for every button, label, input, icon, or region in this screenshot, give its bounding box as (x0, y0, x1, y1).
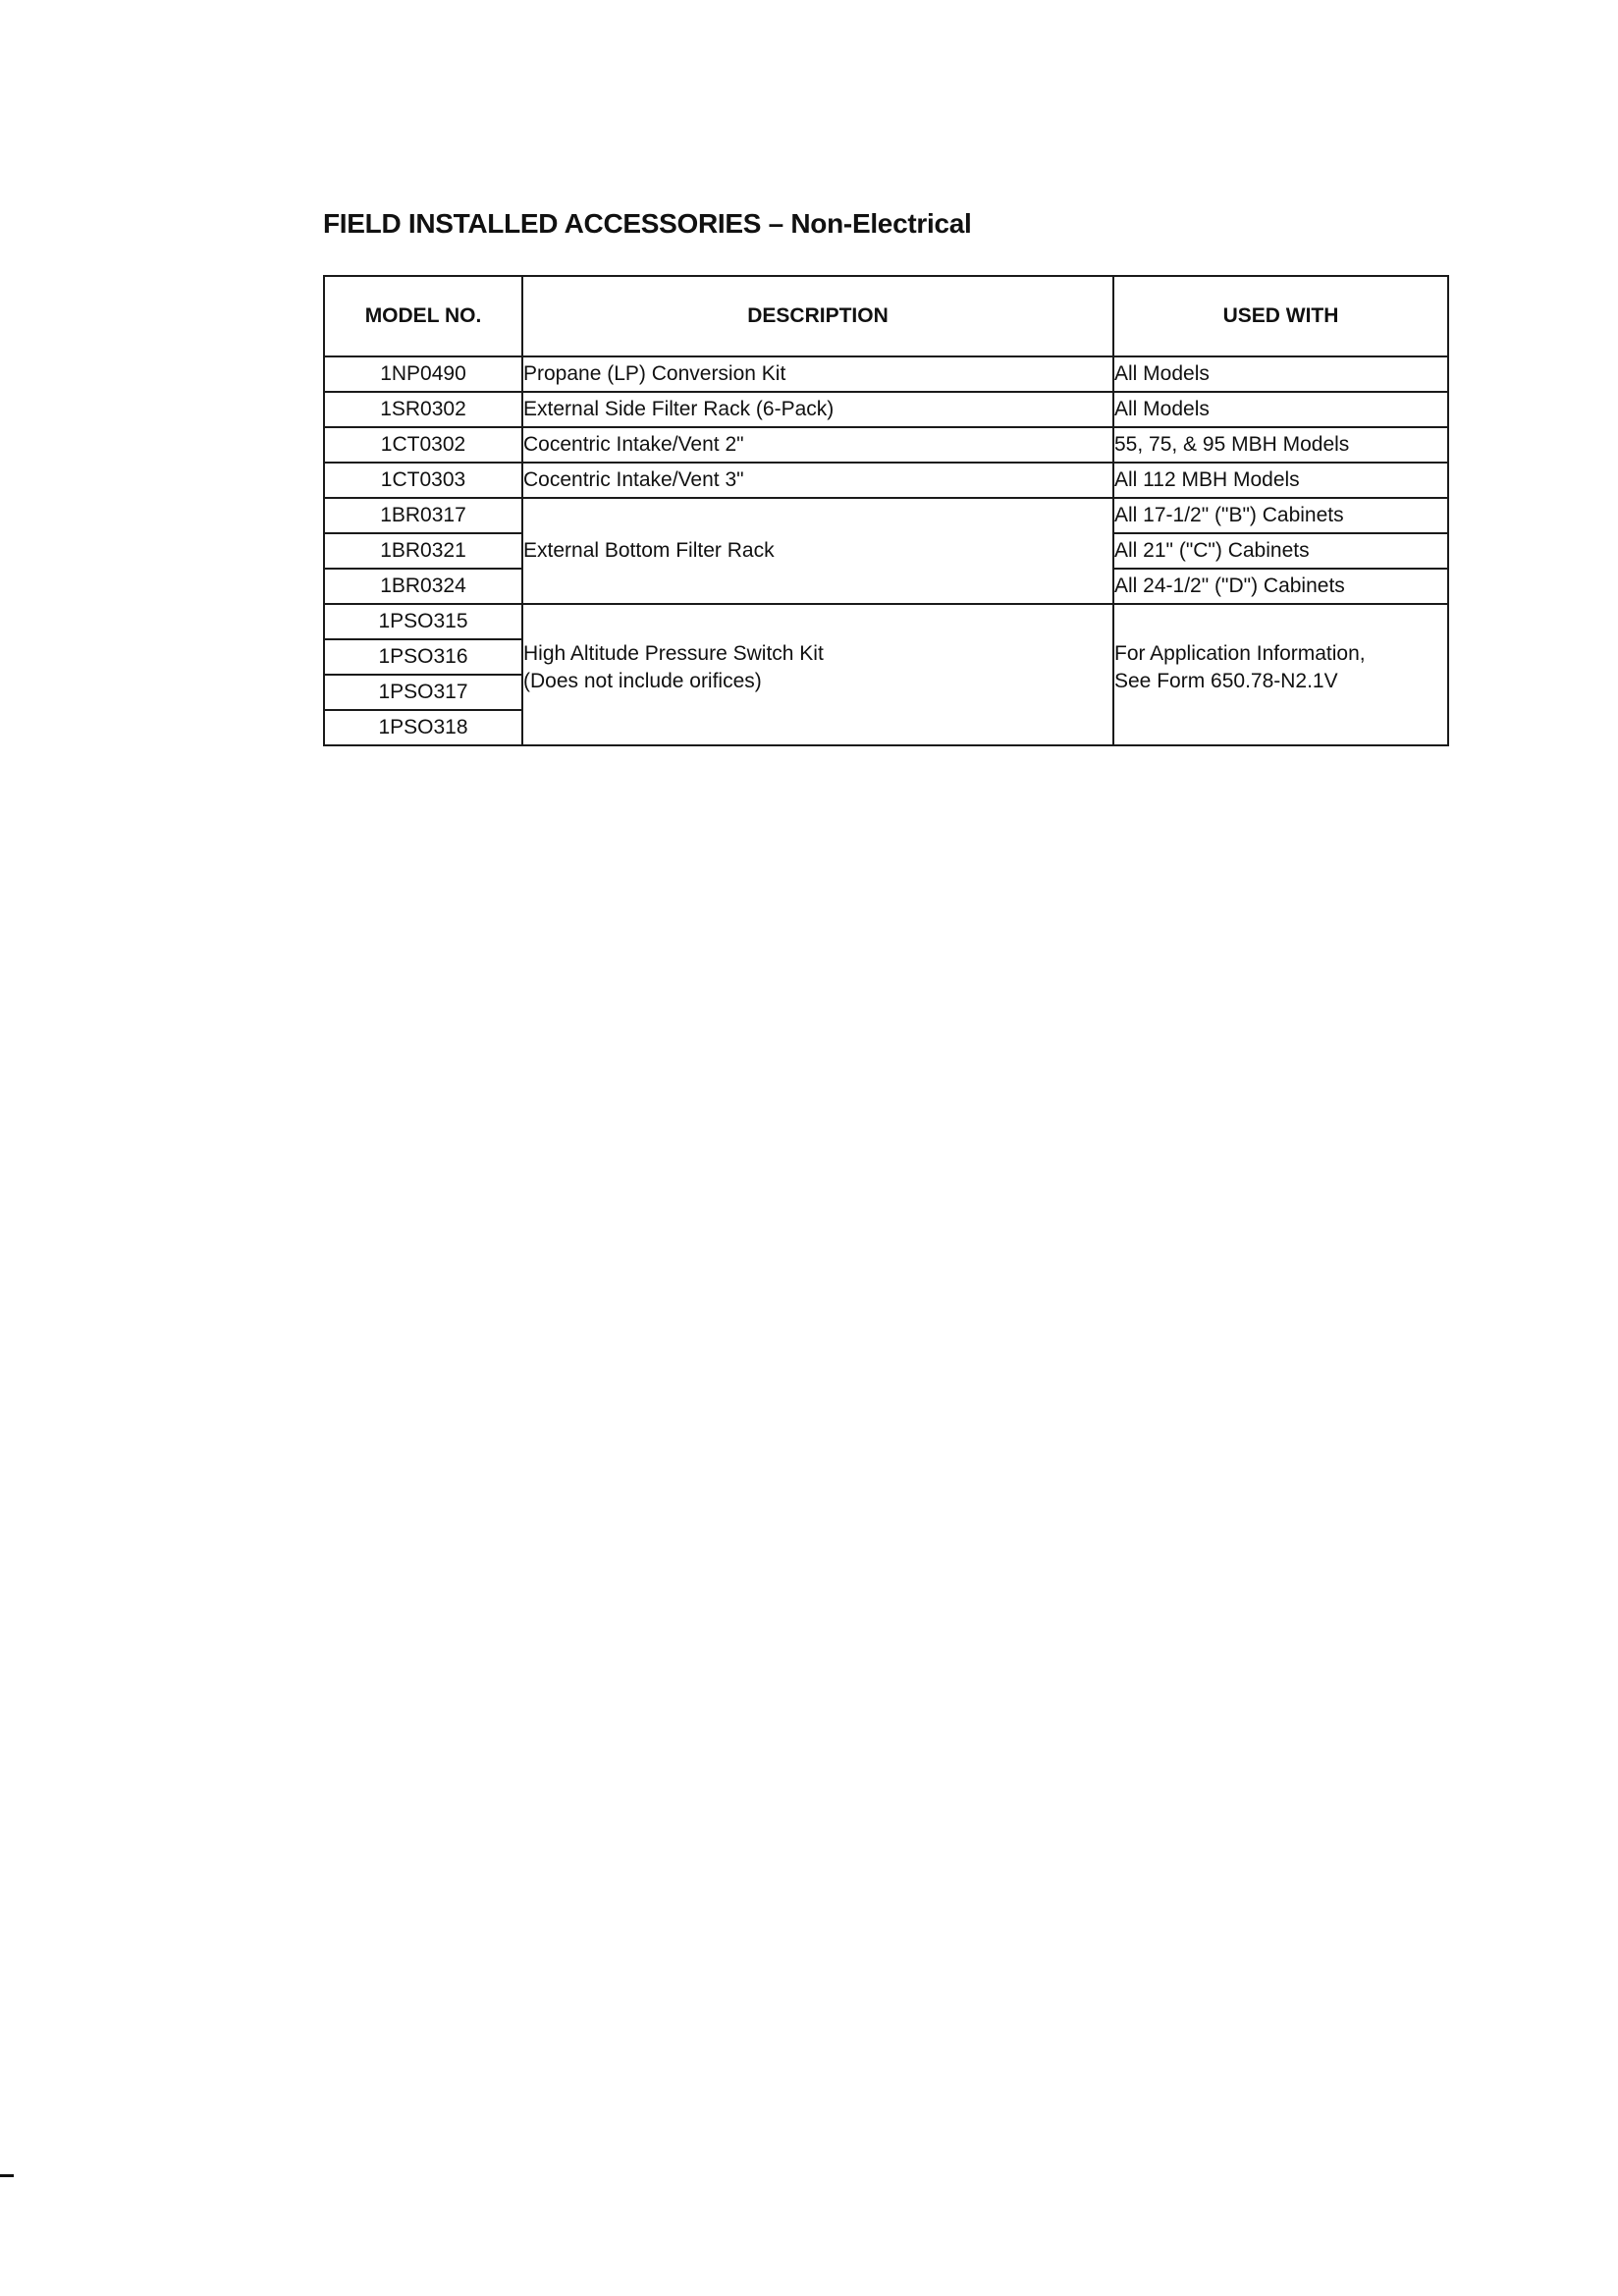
used-with-cell: All 24-1/2" ("D") Cabinets (1113, 569, 1448, 604)
description-cell (522, 604, 1113, 745)
description-line: (Does not include orifices) (523, 670, 762, 692)
title-dash: – (761, 208, 791, 239)
table-header-row (324, 276, 1448, 356)
description-cell: External Bottom Filter Rack (522, 498, 1113, 604)
table-row (324, 356, 1448, 392)
description-cell: External Side Filter Rack (6-Pack) (522, 392, 1113, 427)
model-cell: 1PSO316 (324, 639, 522, 675)
model-cell: 1BR0317 (324, 498, 522, 533)
model-cell: 1CT0303 (324, 463, 522, 498)
description-cell: Propane (LP) Conversion Kit (522, 356, 1113, 392)
used-with-cell: All 112 MBH Models (1113, 463, 1448, 498)
description-cell: Cocentric Intake/Vent 3" (522, 463, 1113, 498)
table-row (324, 498, 1448, 533)
table-row (324, 392, 1448, 427)
header-used-with: USED WITH (1113, 276, 1448, 356)
model-cell: 1PSO315 (324, 604, 522, 639)
title-main: FIELD INSTALLED ACCESSORIES (323, 208, 762, 239)
table-row (324, 604, 1448, 639)
used-with-cell: All Models (1113, 392, 1448, 427)
used-with-line: See Form 650.78-N2.1V (1114, 670, 1338, 692)
accessories-table (323, 275, 1449, 746)
page-title (323, 208, 971, 240)
model-cell: 1PSO318 (324, 710, 522, 745)
used-with-cell: 55, 75, & 95 MBH Models (1113, 427, 1448, 463)
title-sub: Non-Electrical (790, 208, 972, 239)
model-cell: 1NP0490 (324, 356, 522, 392)
model-cell: 1SR0302 (324, 392, 522, 427)
used-with-cell: All 21" ("C") Cabinets (1113, 533, 1448, 569)
model-cell: 1PSO317 (324, 675, 522, 710)
model-cell: 1BR0321 (324, 533, 522, 569)
used-with-line: For Application Information, (1114, 642, 1366, 665)
header-description: DESCRIPTION (522, 276, 1113, 356)
model-cell: 1CT0302 (324, 427, 522, 463)
model-cell: 1BR0324 (324, 569, 522, 604)
table-row (324, 463, 1448, 498)
margin-mark (0, 2174, 14, 2177)
header-model-no: MODEL NO. (324, 276, 522, 356)
used-with-cell: All Models (1113, 356, 1448, 392)
description-line: High Altitude Pressure Switch Kit (523, 642, 824, 665)
used-with-cell (1113, 604, 1448, 745)
used-with-cell: All 17-1/2" ("B") Cabinets (1113, 498, 1448, 533)
table-row (324, 427, 1448, 463)
description-cell: Cocentric Intake/Vent 2" (522, 427, 1113, 463)
